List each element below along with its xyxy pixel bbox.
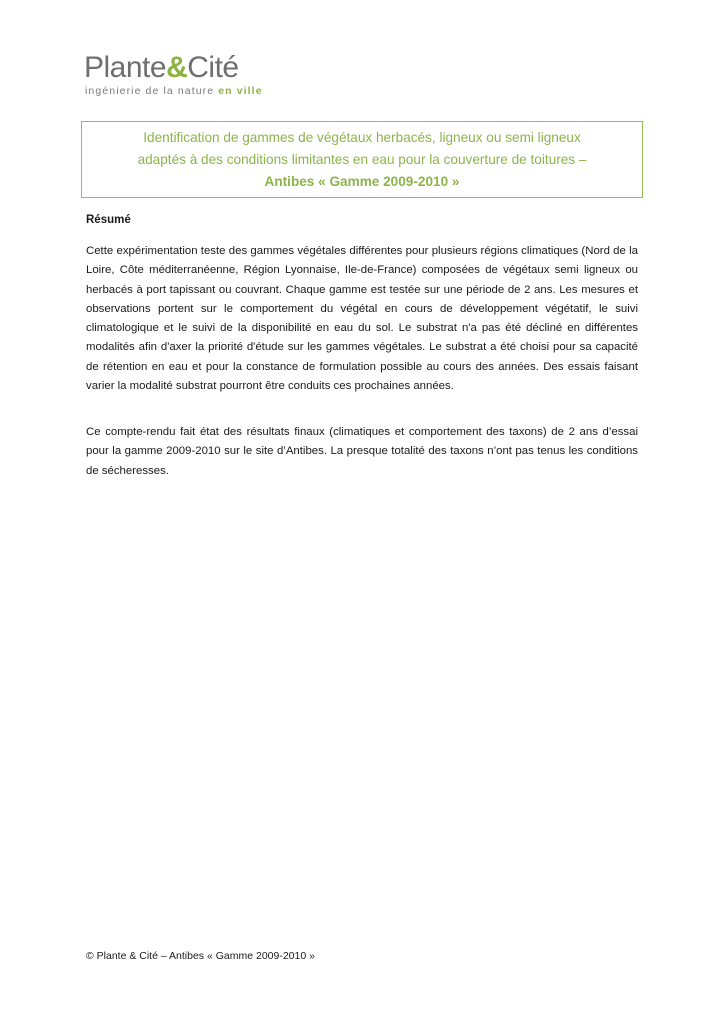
logo-wordmark	[84, 52, 239, 84]
title-line-3: Antibes « Gamme 2009-2010 »	[264, 173, 460, 189]
logo-tagline-main: ingénierie de la nature	[85, 85, 219, 97]
page-footer: © Plante & Cité – Antibes « Gamme 2009-2010 »	[86, 950, 315, 962]
summary-heading: Résumé	[86, 214, 131, 226]
summary-paragraph-2: Ce compte-rendu fait état des résultats finaux (climatiques et comportement des taxons) de 2 ans d’essai pour la gamme 2009-2010 sur le site d’Antibes. La presque totalité des taxons n’ont pas tenus les conditions de sécheresses.	[86, 426, 638, 477]
document-title-box	[81, 121, 643, 198]
summary-paragraph-1: Cette expérimentation teste des gammes végétales différentes pour plusieurs régions climatiques (Nord de la Loire, Côte méditerranéenne, Région Lyonnaise, Ile-de-France) composées de végétaux semi ligneux ou herbacés à port tapissant ou couvrant. Chaque gamme est testée sur une période de 2 ans. Les mesures et observations portent sur le comportement du végétal en cours de développement végétatif, le suivi climatologique et le suivi de la disponibilité en eau du sol. Le substrat n'a pas été décliné en différentes modalités afin d'axer la priorité d'étude sur les gammes végétales. Le substrat a été choisi pour sa capacité de rétention en eau et pour la constance de formulation possible au cours des années. Des essais faisant varier la modalité substrat pourront être conduits ces prochaines années.	[86, 245, 638, 393]
title-line-2: adaptés à des conditions limitantes en eau pour la couverture de toitures –	[137, 151, 587, 167]
title-line-1: Identification de gammes de végétaux herbacés, ligneux ou semi ligneux	[143, 129, 581, 145]
logo-name-part1: Plante	[84, 51, 167, 84]
logo-tagline	[85, 85, 263, 97]
logo-tagline-accent: en ville	[218, 85, 263, 97]
logo-ampersand: &	[166, 51, 188, 84]
plante-cite-logo	[84, 52, 284, 100]
logo-name-part2: Cité	[187, 51, 239, 84]
